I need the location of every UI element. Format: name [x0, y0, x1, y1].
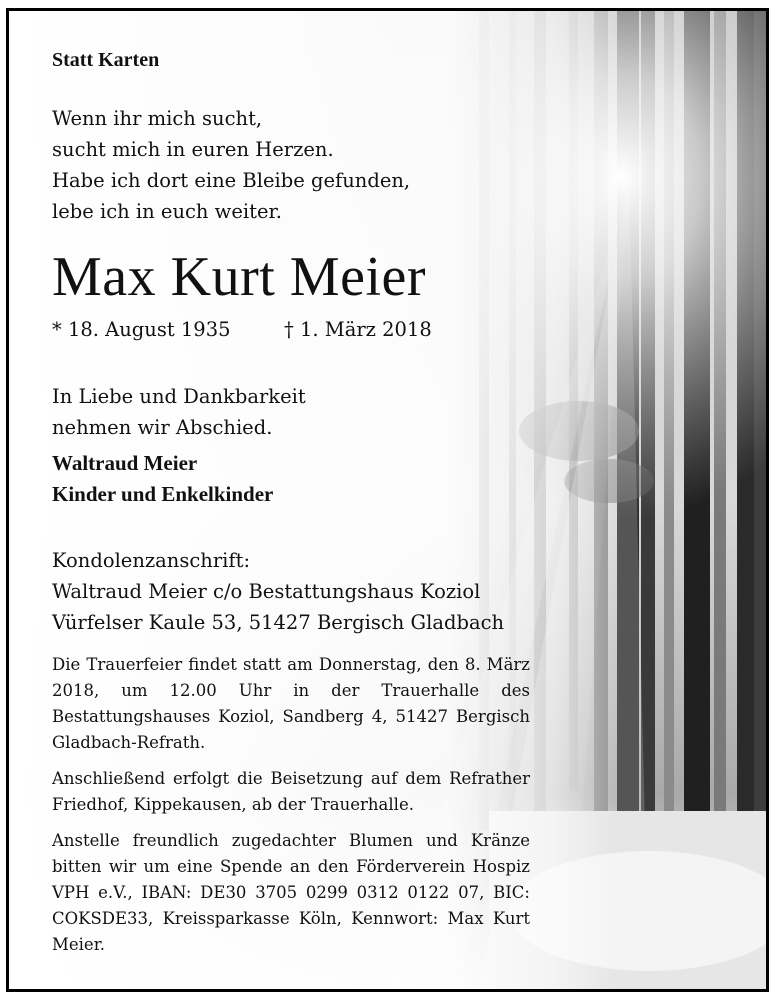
poem-line: Wenn ihr mich sucht, [52, 107, 263, 130]
poem [52, 103, 410, 227]
ceremony-paragraph: Die Trauerfeier findet statt am Donnerstag, den 8. März 2018, um 12.00 Uhr in der Trauerhalle des Bestattungshauses Koziol, Sandberg 4, 51427 Bergisch Gladbach-Refrath. [52, 655, 530, 752]
notice-heading: Statt Karten [52, 49, 160, 71]
condolence-address [52, 545, 504, 638]
condolence-line: Waltraud Meier c/o Bestattungshaus Koziol [52, 580, 481, 603]
mourner-line: Kinder und Enkelkinder [52, 482, 274, 506]
farewell-text [52, 381, 306, 443]
poem-line: sucht mich in euren Herzen. [52, 138, 334, 161]
birth-date: * 18. August 1935 [52, 318, 231, 341]
burial-paragraph: Anschließend erfolgt die Beisetzung auf dem Refrather Friedhof, Kippekausen, ab der Trauerhalle. [52, 769, 530, 814]
poem-line: lebe ich in euch weiter. [52, 200, 282, 223]
donation-paragraph: Anstelle freundlich zugedachter Blumen und Kränze bitten wir um eine Spende an den Förderverein Hospiz VPH e.V., IBAN: DE30 3705 0299 0312 0122 07, BIC: COKSDE33, Kreissparkasse Köln, Kennwort: Max Kurt Meier. [52, 831, 530, 954]
mourner-line: Waltraud Meier [52, 451, 198, 475]
life-dates [52, 318, 432, 341]
poem-line: Habe ich dort eine Bleibe gefunden, [52, 169, 411, 192]
farewell-line: nehmen wir Abschied. [52, 416, 273, 439]
mourners [52, 448, 273, 510]
deceased-name: Max Kurt Meier [52, 246, 427, 308]
condolence-line: Kondolenzanschrift: [52, 549, 251, 572]
condolence-line: Vürfelser Kaule 53, 51427 Bergisch Gladbach [52, 611, 505, 634]
obituary-card [6, 8, 769, 992]
farewell-line: In Liebe und Dankbarkeit [52, 385, 306, 408]
death-date: † 1. März 2018 [284, 318, 432, 341]
